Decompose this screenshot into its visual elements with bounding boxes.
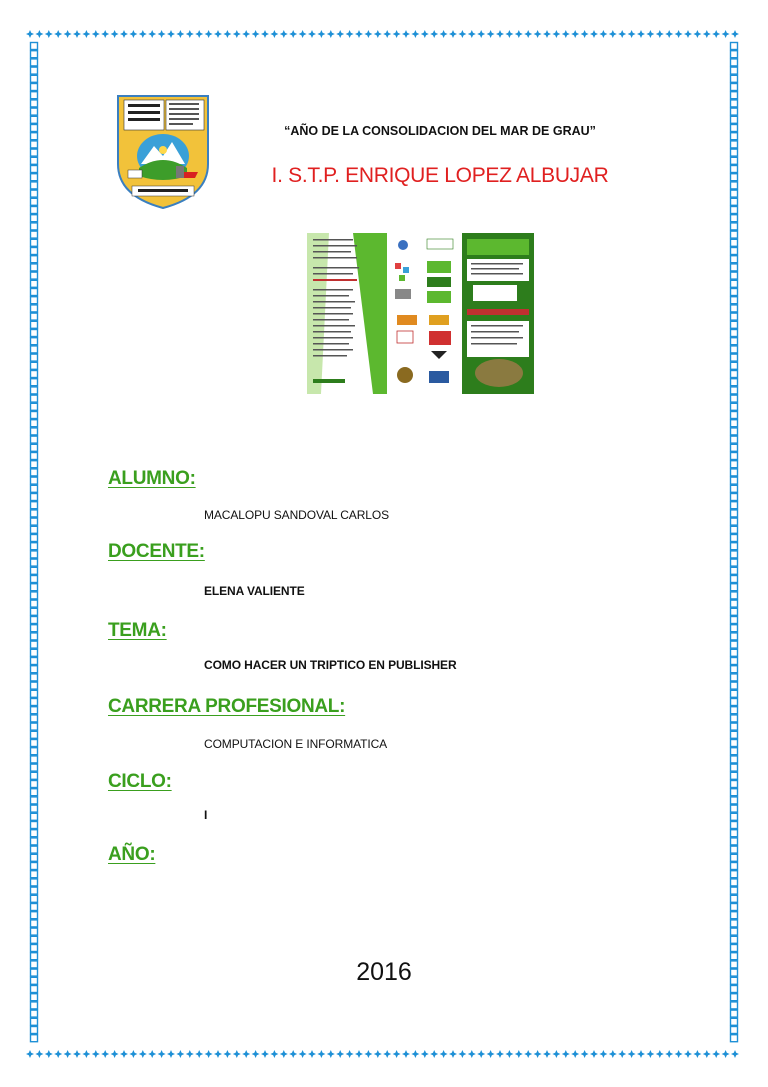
ciclo-value: I: [204, 808, 208, 822]
institute-title: I. S.T.P. ENRIQUE LOPEZ ALBUJAR: [271, 164, 609, 187]
school-logo: [114, 92, 212, 210]
ciclo-label: CICLO:: [108, 771, 172, 792]
docente-value: ELENA VALIENTE: [204, 584, 305, 598]
anio-label: AÑO:: [108, 844, 156, 865]
motto: “AÑO DE LA CONSOLIDACION DEL MAR DE GRAU”: [284, 124, 596, 138]
tri-fold-brochure-image: [307, 233, 534, 394]
docente-label: DOCENTE:: [108, 541, 205, 562]
carrera-label: CARRERA PROFESIONAL:: [108, 696, 346, 717]
alumno-value: MACALOPU SANDOVAL CARLOS: [204, 508, 389, 522]
alumno-label: ALUMNO:: [108, 468, 196, 489]
anio-value: 2016: [356, 958, 412, 986]
carrera-value: COMPUTACION E INFORMATICA: [204, 737, 388, 751]
tema-label: TEMA:: [108, 620, 167, 641]
tema-value: COMO HACER UN TRIPTICO EN PUBLISHER: [204, 658, 457, 672]
